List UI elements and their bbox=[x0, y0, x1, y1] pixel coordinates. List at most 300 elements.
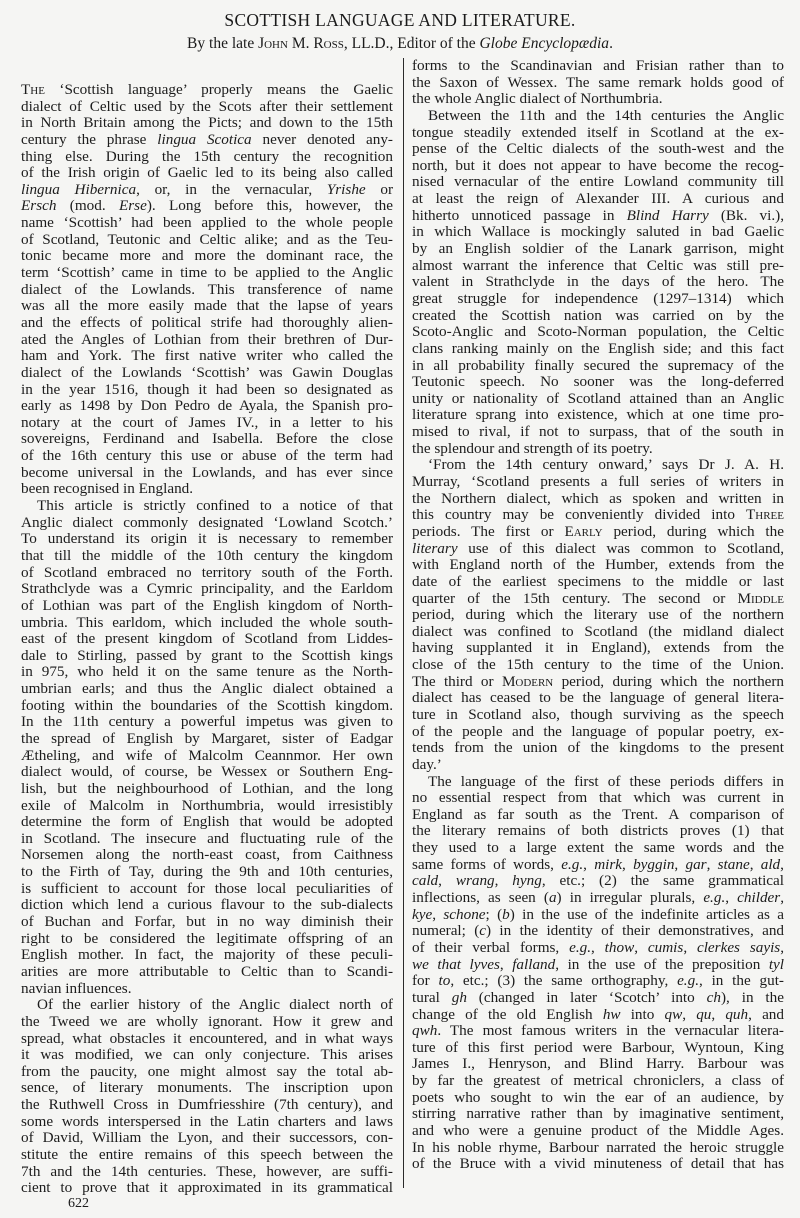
text-line bbox=[21, 215, 393, 232]
text-run: tongue steadily extended itself in Scotland at the ex- bbox=[412, 123, 784, 141]
italic-text: cumis bbox=[647, 938, 684, 956]
text-line bbox=[412, 158, 784, 175]
text-run: almost warrant the inference that Celtic was still pre- bbox=[412, 256, 784, 274]
text-run: date of the earliest specimens to the middle or last bbox=[412, 572, 784, 590]
italic-text: mirk bbox=[594, 855, 623, 873]
small-caps-text: The bbox=[21, 81, 45, 98]
text-line bbox=[21, 631, 393, 648]
text-line bbox=[412, 1106, 784, 1123]
text-line bbox=[412, 674, 784, 691]
text-line bbox=[412, 774, 784, 791]
text-line bbox=[21, 781, 393, 798]
text-run: valent in Strathclyde in the days of the hero. The bbox=[412, 273, 784, 291]
text-run: , bbox=[711, 1005, 726, 1023]
text-run: right to be considered the legitimate offspring of an bbox=[21, 929, 393, 947]
text-line bbox=[21, 698, 393, 715]
text-run: ture in Scotland also, though surviving as the speech bbox=[412, 705, 784, 723]
text-line bbox=[21, 1014, 393, 1031]
byline-prefix: By the late bbox=[187, 35, 259, 52]
text-line bbox=[21, 1114, 393, 1131]
text-line bbox=[412, 807, 784, 824]
text-line bbox=[21, 897, 393, 914]
text-run: cient to prove that it approximated in its grammatical bbox=[21, 1179, 393, 1197]
text-line bbox=[412, 657, 784, 674]
text-line bbox=[21, 232, 393, 249]
text-run: ‘Scottish language’ properly means the Gaelic bbox=[44, 81, 393, 98]
italic-text: b bbox=[502, 905, 510, 923]
text-run: , bbox=[682, 1005, 697, 1023]
text-run: (Bk. vi.), bbox=[708, 206, 784, 224]
text-run: To understand its origin it is necessary to remember bbox=[21, 530, 393, 548]
text-run: to the Firth of Tay, during the 9th and 10th centuries, bbox=[21, 863, 393, 881]
text-line bbox=[21, 431, 393, 448]
italic-text: qw bbox=[664, 1005, 683, 1023]
text-run: having supplanted it in England), extends from the bbox=[412, 639, 784, 657]
text-run: sovereigns, Ferdinand and Isabella. Before the close bbox=[21, 430, 393, 448]
text-line bbox=[21, 315, 393, 332]
text-run: the whole Anglic dialect of Northumbria. bbox=[412, 90, 663, 108]
text-run: ). Long before this, however, the bbox=[146, 197, 393, 215]
text-run: , bbox=[674, 855, 686, 873]
italic-text: tyl bbox=[768, 955, 784, 973]
text-run: Norsemen along the north-east coast, from Caithness bbox=[21, 846, 393, 864]
text-run: ; ( bbox=[485, 905, 503, 923]
text-run: English mother. In fact, the majority of these peculi- bbox=[21, 946, 393, 964]
text-run: at least the reign of Alexander III. A curious and bbox=[412, 190, 784, 208]
text-run: , etc.; (2) the same grammatical bbox=[541, 872, 784, 890]
text-line bbox=[21, 1097, 393, 1114]
text-line bbox=[412, 840, 784, 857]
text-line bbox=[412, 324, 784, 341]
text-run: Scoto-Anglic and Scoto-Norman population, the Celtic bbox=[412, 323, 784, 341]
text-run: unity or nationality of Scotland attained than an Anglic bbox=[412, 389, 784, 407]
text-line bbox=[21, 947, 393, 964]
text-run: by far the greatest of metrical chroniclers, a class of bbox=[412, 1072, 784, 1090]
text-line bbox=[21, 332, 393, 349]
text-run: Anglic dialect commonly designated ‘Lowland Scotch.’ bbox=[21, 513, 393, 531]
text-line bbox=[412, 690, 784, 707]
italic-text: Yrishe bbox=[326, 180, 366, 198]
text-run: poets who sought to win the ear of an audience, by bbox=[412, 1088, 784, 1106]
text-run: quarter of the 15th century. The second or bbox=[412, 589, 738, 607]
italic-text: gh bbox=[451, 988, 467, 1006]
text-line bbox=[412, 1156, 784, 1173]
text-line bbox=[21, 115, 393, 132]
text-run: Teutonic speech. No sooner was the long-deferred bbox=[412, 373, 784, 391]
text-line bbox=[21, 82, 393, 99]
text-run: dale to Stirling, passed by grant to the Scottish kings bbox=[21, 646, 393, 664]
text-line bbox=[21, 648, 393, 665]
text-line bbox=[21, 981, 393, 998]
text-line bbox=[412, 1040, 784, 1057]
text-run: it was modified, we can only conjecture. This arises bbox=[21, 1046, 393, 1064]
text-line bbox=[21, 1130, 393, 1147]
text-run: inflections, as seen ( bbox=[412, 889, 549, 907]
text-line bbox=[412, 607, 784, 624]
text-line bbox=[412, 407, 784, 424]
text-line bbox=[21, 1147, 393, 1164]
text-run: Of the earlier history of the Anglic dialect north of bbox=[37, 996, 393, 1014]
italic-text: lingua Hibernica bbox=[21, 180, 137, 198]
text-line bbox=[412, 208, 784, 225]
text-run: Murray, ‘Scotland presents a full series of writers in bbox=[412, 473, 784, 491]
text-run: into bbox=[620, 1005, 665, 1023]
italic-text: e.g. bbox=[569, 938, 592, 956]
italic-text: Blind Harry bbox=[626, 206, 709, 224]
text-line bbox=[412, 441, 784, 458]
text-line bbox=[412, 1007, 784, 1024]
text-run: of the 16th century this use or abuse of the term had bbox=[21, 447, 393, 465]
text-line bbox=[21, 132, 393, 149]
text-line bbox=[412, 574, 784, 591]
text-run: some words interspersed in the Latin charters and laws bbox=[21, 1112, 393, 1130]
text-run: thing else. During the 15th century the recognition bbox=[21, 147, 393, 165]
text-line bbox=[21, 1164, 393, 1181]
italic-text: qwh bbox=[412, 1022, 438, 1040]
text-run: period, during which the literary use of the northern bbox=[412, 606, 784, 624]
text-line bbox=[21, 198, 393, 215]
italic-text: stane bbox=[717, 855, 750, 873]
text-line bbox=[412, 1056, 784, 1073]
text-run: , bbox=[591, 938, 605, 956]
italic-text: cald bbox=[412, 872, 439, 890]
text-line bbox=[412, 474, 784, 491]
text-run: by an English soldier of the Lanark garrison, might bbox=[412, 240, 784, 258]
text-run: the Saxon of Wessex. The same remark holds good of bbox=[412, 73, 784, 91]
text-line bbox=[412, 291, 784, 308]
italic-text: we that lyves bbox=[412, 955, 500, 973]
text-line bbox=[21, 565, 393, 582]
text-line bbox=[21, 498, 393, 515]
text-run: with England north of the Humber, extends from the bbox=[412, 556, 784, 574]
text-run: ham and York. The first native writer who called the bbox=[21, 347, 393, 365]
left-column bbox=[21, 82, 393, 1197]
text-run: dialect was confined to Scotland (the midland dialect bbox=[412, 622, 784, 640]
text-line bbox=[21, 448, 393, 465]
italic-text: quh bbox=[725, 1005, 749, 1023]
text-line bbox=[412, 890, 784, 907]
text-run: tonic became more and more the dominant race, the bbox=[21, 247, 393, 265]
text-run: spread, what obstacles it encountered, and in what ways bbox=[21, 1029, 393, 1047]
text-run: in Scotland. The insecure and fluctuating rule of the bbox=[21, 829, 393, 847]
text-line bbox=[21, 814, 393, 831]
text-line bbox=[21, 1031, 393, 1048]
italic-text: a bbox=[548, 889, 557, 907]
text-run: The third or bbox=[412, 672, 502, 690]
byline-suffix: . bbox=[609, 35, 613, 52]
text-line bbox=[21, 149, 393, 166]
text-line bbox=[21, 298, 393, 315]
text-line bbox=[21, 598, 393, 615]
text-line bbox=[412, 524, 784, 541]
text-line bbox=[412, 624, 784, 641]
text-line bbox=[412, 857, 784, 874]
text-line bbox=[412, 1123, 784, 1140]
text-line bbox=[21, 282, 393, 299]
text-line bbox=[412, 724, 784, 741]
text-run: mised to rival, if not to surpass, that of the south in bbox=[412, 423, 784, 441]
text-run: England as far south as the Trent. A comparison of bbox=[412, 805, 784, 823]
text-line bbox=[412, 873, 784, 890]
italic-text: c bbox=[479, 922, 486, 940]
text-line bbox=[412, 823, 784, 840]
text-line bbox=[21, 365, 393, 382]
text-line bbox=[412, 591, 784, 608]
text-line bbox=[21, 1064, 393, 1081]
text-run: footing within the boundaries of the Scottish kingdom. bbox=[21, 696, 393, 714]
text-line bbox=[21, 964, 393, 981]
text-line bbox=[21, 548, 393, 565]
text-run: in the year 1516, though it had been so designated as bbox=[21, 380, 393, 398]
text-run: that till the middle of the 10th century the kingdom bbox=[21, 546, 393, 564]
text-run: dialect of the Lowlands ‘Scottish’ was Gawin Douglas bbox=[21, 363, 393, 381]
text-line bbox=[21, 731, 393, 748]
text-line bbox=[412, 1073, 784, 1090]
text-line bbox=[412, 108, 784, 125]
text-run: umbrian earls; and thus the Anglic dialect obtained a bbox=[21, 680, 393, 698]
text-line bbox=[412, 757, 784, 774]
text-run: use of this dialect was common to Scotland, bbox=[457, 539, 784, 557]
text-line bbox=[21, 1180, 393, 1197]
text-run: determine the form of English that would be adopted bbox=[21, 813, 393, 831]
text-run: , bbox=[494, 872, 513, 890]
text-run: In the 11th century a powerful impetus was given to bbox=[21, 713, 393, 731]
byline-middle: , LL.D., Editor of the bbox=[343, 35, 480, 52]
text-run: tural bbox=[412, 988, 452, 1006]
text-run: of their verbal forms, bbox=[412, 938, 570, 956]
text-run: close of the 15th century to the time of the Union. bbox=[412, 656, 784, 674]
text-line bbox=[21, 382, 393, 399]
text-run: same forms of words, bbox=[412, 855, 562, 873]
text-run: from the paucity, one might almost say the total ab- bbox=[21, 1062, 393, 1080]
text-run: dialect would, of course, be Wessex or Southern Eng- bbox=[21, 763, 393, 781]
text-run: ated the Angles of Lothian from their brethren of Dur- bbox=[21, 330, 393, 348]
text-line bbox=[412, 1090, 784, 1107]
italic-text: Erse bbox=[118, 197, 147, 215]
text-run: dialect of the Lowlands. This transference of name bbox=[21, 280, 393, 298]
text-run: (mod. bbox=[56, 197, 119, 215]
text-run: , etc.; (3) the same orthography, bbox=[450, 972, 678, 990]
column-divider bbox=[403, 58, 404, 1188]
italic-text: falland bbox=[512, 955, 556, 973]
text-line bbox=[412, 274, 784, 291]
text-line bbox=[21, 398, 393, 415]
text-line bbox=[412, 241, 784, 258]
italic-text: wrang bbox=[455, 872, 495, 890]
text-line bbox=[412, 990, 784, 1007]
text-run: . The most famous writers in the vernacular litera- bbox=[437, 1022, 784, 1040]
text-run: great struggle for independence (1297–1314) which bbox=[412, 289, 784, 307]
text-line bbox=[412, 224, 784, 241]
italic-text: Ersch bbox=[21, 197, 57, 215]
text-line bbox=[21, 664, 393, 681]
text-line bbox=[412, 907, 784, 924]
text-run: clans ranking mainly on the English side; and this fact bbox=[412, 339, 784, 357]
text-line bbox=[21, 748, 393, 765]
text-line bbox=[21, 997, 393, 1014]
text-line bbox=[21, 1047, 393, 1064]
text-run: of Buchan and Forfar, but in no way diminish their bbox=[21, 913, 393, 931]
text-run: , bbox=[634, 938, 648, 956]
small-caps-text: Early bbox=[564, 522, 603, 540]
text-run: of Lothian was part of the English kingdom of North- bbox=[21, 596, 393, 614]
text-line bbox=[21, 348, 393, 365]
right-column bbox=[412, 58, 784, 1173]
italic-text: byggin bbox=[633, 855, 675, 873]
text-run: Ætheling, and wife of Malcolm Ceannmor. Her own bbox=[21, 746, 393, 764]
text-line bbox=[412, 424, 784, 441]
text-line bbox=[412, 75, 784, 92]
text-run: dialect has ceased to be the language of general litera- bbox=[412, 689, 784, 707]
text-line bbox=[412, 923, 784, 940]
text-run: Strathclyde was a Cymric principality, and the Earldom bbox=[21, 580, 393, 598]
text-line bbox=[412, 174, 784, 191]
text-line bbox=[21, 265, 393, 282]
text-run: created the Scottish nation was carried on by the bbox=[412, 306, 784, 324]
italic-text: e.g. bbox=[703, 889, 726, 907]
text-run: in 975, who held it on the same tenure as the North- bbox=[21, 663, 393, 681]
text-run: name ‘Scottish’ had been applied to the whole people bbox=[21, 214, 393, 232]
italic-text: e.g. bbox=[561, 855, 584, 873]
text-line bbox=[412, 507, 784, 524]
text-run: north, but it does not appear to have become the recog- bbox=[412, 156, 784, 174]
text-run: numeral; ( bbox=[412, 922, 480, 940]
text-line bbox=[21, 681, 393, 698]
text-line bbox=[412, 58, 784, 75]
text-run: umbria. This earldom, which included the whole south- bbox=[21, 613, 393, 631]
text-line bbox=[21, 481, 393, 498]
text-run: ) in the use of the indefinite articles as a bbox=[509, 905, 784, 923]
text-run: they used to a large extent the same words and the bbox=[412, 839, 784, 857]
text-run: 7th and the 14th centuries. These, however, are suffi- bbox=[21, 1162, 393, 1180]
text-run: the literary remains of both districts proves (1) that bbox=[412, 822, 784, 840]
text-line bbox=[412, 258, 784, 275]
page-title: SCOTTISH LANGUAGE AND LITERATURE. bbox=[224, 10, 576, 30]
italic-text: gar bbox=[685, 855, 707, 873]
text-run: of the Bruce with a vivid minuteness of detail that has bbox=[412, 1155, 784, 1173]
text-line bbox=[412, 91, 784, 108]
italic-text: ch bbox=[706, 988, 721, 1006]
text-run: the Ruthwell Cross in Dumfriesshire (7th century), and bbox=[21, 1096, 393, 1114]
text-line bbox=[21, 615, 393, 632]
text-line bbox=[412, 341, 784, 358]
byline bbox=[0, 35, 800, 53]
text-run: tends from the union of the kingdoms to the present bbox=[412, 739, 784, 757]
text-run: , bbox=[583, 855, 595, 873]
text-line bbox=[412, 740, 784, 757]
text-line bbox=[21, 465, 393, 482]
italic-text: thow bbox=[604, 938, 635, 956]
text-run: of Scotland, Teutonic and Celtic alike; and as the Teu- bbox=[21, 230, 393, 248]
italic-text: to bbox=[438, 972, 451, 990]
text-run: , bbox=[438, 872, 456, 890]
text-run: literature sprang into existence, which at one time pro- bbox=[412, 406, 784, 424]
text-run: is sufficient to account for those local peculiarities of bbox=[21, 879, 393, 897]
text-line bbox=[412, 358, 784, 375]
italic-text: hw bbox=[602, 1005, 621, 1023]
small-caps-text: Modern bbox=[501, 672, 554, 690]
text-run: Between the 11th and the 14th centuries the Anglic bbox=[428, 106, 784, 124]
italic-text: e.g. bbox=[677, 972, 699, 990]
text-run: day.’ bbox=[412, 755, 442, 773]
text-run: , bbox=[780, 938, 784, 956]
text-line bbox=[412, 973, 784, 990]
text-run: ), in the bbox=[720, 988, 784, 1006]
text-line bbox=[21, 714, 393, 731]
text-run: periods. The first or bbox=[412, 522, 565, 540]
text-line bbox=[412, 1023, 784, 1040]
italic-text: lingua Scotica bbox=[157, 130, 252, 148]
text-line bbox=[21, 798, 393, 815]
text-line bbox=[412, 457, 784, 474]
text-run: This article is strictly confined to a notice of that bbox=[37, 497, 393, 515]
text-run: and the effects of political strife had thoroughly alien- bbox=[21, 313, 393, 331]
text-line bbox=[412, 308, 784, 325]
text-run: navian influences. bbox=[21, 979, 132, 997]
text-run: In his noble rhyme, Barbour narrated the heroic struggle bbox=[412, 1138, 784, 1156]
text-run: of David, William the Lyon, and their successors, con- bbox=[21, 1129, 393, 1147]
text-line bbox=[412, 391, 784, 408]
text-run: forms to the Scandinavian and Frisian rather than to bbox=[412, 57, 784, 74]
author-name: John M. Ross bbox=[258, 35, 344, 52]
text-run: century the phrase bbox=[21, 130, 158, 148]
text-run: stitute the entire remains of this speech between the bbox=[21, 1146, 393, 1163]
text-run: , bbox=[683, 938, 697, 956]
text-line bbox=[412, 541, 784, 558]
text-run: no essential respect from that which was current in bbox=[412, 789, 784, 807]
text-line bbox=[412, 141, 784, 158]
text-run: , bbox=[780, 889, 784, 907]
text-run: ) in irregular plurals, bbox=[556, 889, 704, 907]
text-run: early as 1498 by Don Pedro de Ayala, the Spanish pro- bbox=[21, 397, 393, 415]
text-run: stirring narrative rather than by imaginative sentiment, bbox=[412, 1105, 784, 1123]
text-run: ) in the identity of their demonstratives, and bbox=[486, 922, 784, 940]
text-run: east of the present kingdom of Scotland from Liddes- bbox=[21, 630, 393, 648]
text-run: of Scotland embraced no territory south of the Forth. bbox=[21, 563, 393, 581]
text-line bbox=[412, 940, 784, 957]
text-run: James I., Henryson, and Blind Harry. Barbour was bbox=[412, 1055, 784, 1073]
text-run: the Tweed we are wholly ignorant. How it grew and bbox=[21, 1012, 393, 1030]
text-run: notary at the court of James IV., in a letter to his bbox=[21, 413, 393, 431]
text-run: ‘From the 14th century onward,’ says Dr J. A. H. bbox=[428, 456, 784, 474]
italic-text: qu bbox=[696, 1005, 712, 1023]
text-run: , bbox=[499, 955, 513, 973]
text-run: , bbox=[749, 855, 761, 873]
italic-text: schone bbox=[443, 905, 486, 923]
text-run: , in the use of the preposition bbox=[555, 955, 769, 973]
text-run: of the people and the language of popular poetry, ex- bbox=[412, 722, 784, 740]
text-run: arities are more attributable to Celtic than to Scandi- bbox=[21, 962, 393, 980]
text-run: The language of the first of these periods differs in bbox=[428, 772, 784, 790]
text-line bbox=[21, 99, 393, 116]
text-run: sence, of literary monuments. The inscription upon bbox=[21, 1079, 393, 1097]
text-run: , or, in the vernacular, bbox=[136, 180, 327, 198]
text-line bbox=[21, 864, 393, 881]
text-run: period, during which the bbox=[602, 522, 784, 540]
text-line bbox=[21, 415, 393, 432]
text-run: , bbox=[432, 905, 444, 923]
italic-text: kye bbox=[412, 905, 433, 923]
text-run: change of the old English bbox=[412, 1005, 603, 1023]
text-line bbox=[21, 831, 393, 848]
text-line bbox=[412, 640, 784, 657]
text-line bbox=[412, 191, 784, 208]
text-line bbox=[21, 182, 393, 199]
text-run: the spread of English by Margaret, sister of Eadgar bbox=[21, 729, 393, 747]
text-run: in all probability finally secured the supremacy of the bbox=[412, 356, 784, 374]
text-line bbox=[21, 515, 393, 532]
text-line bbox=[21, 764, 393, 781]
